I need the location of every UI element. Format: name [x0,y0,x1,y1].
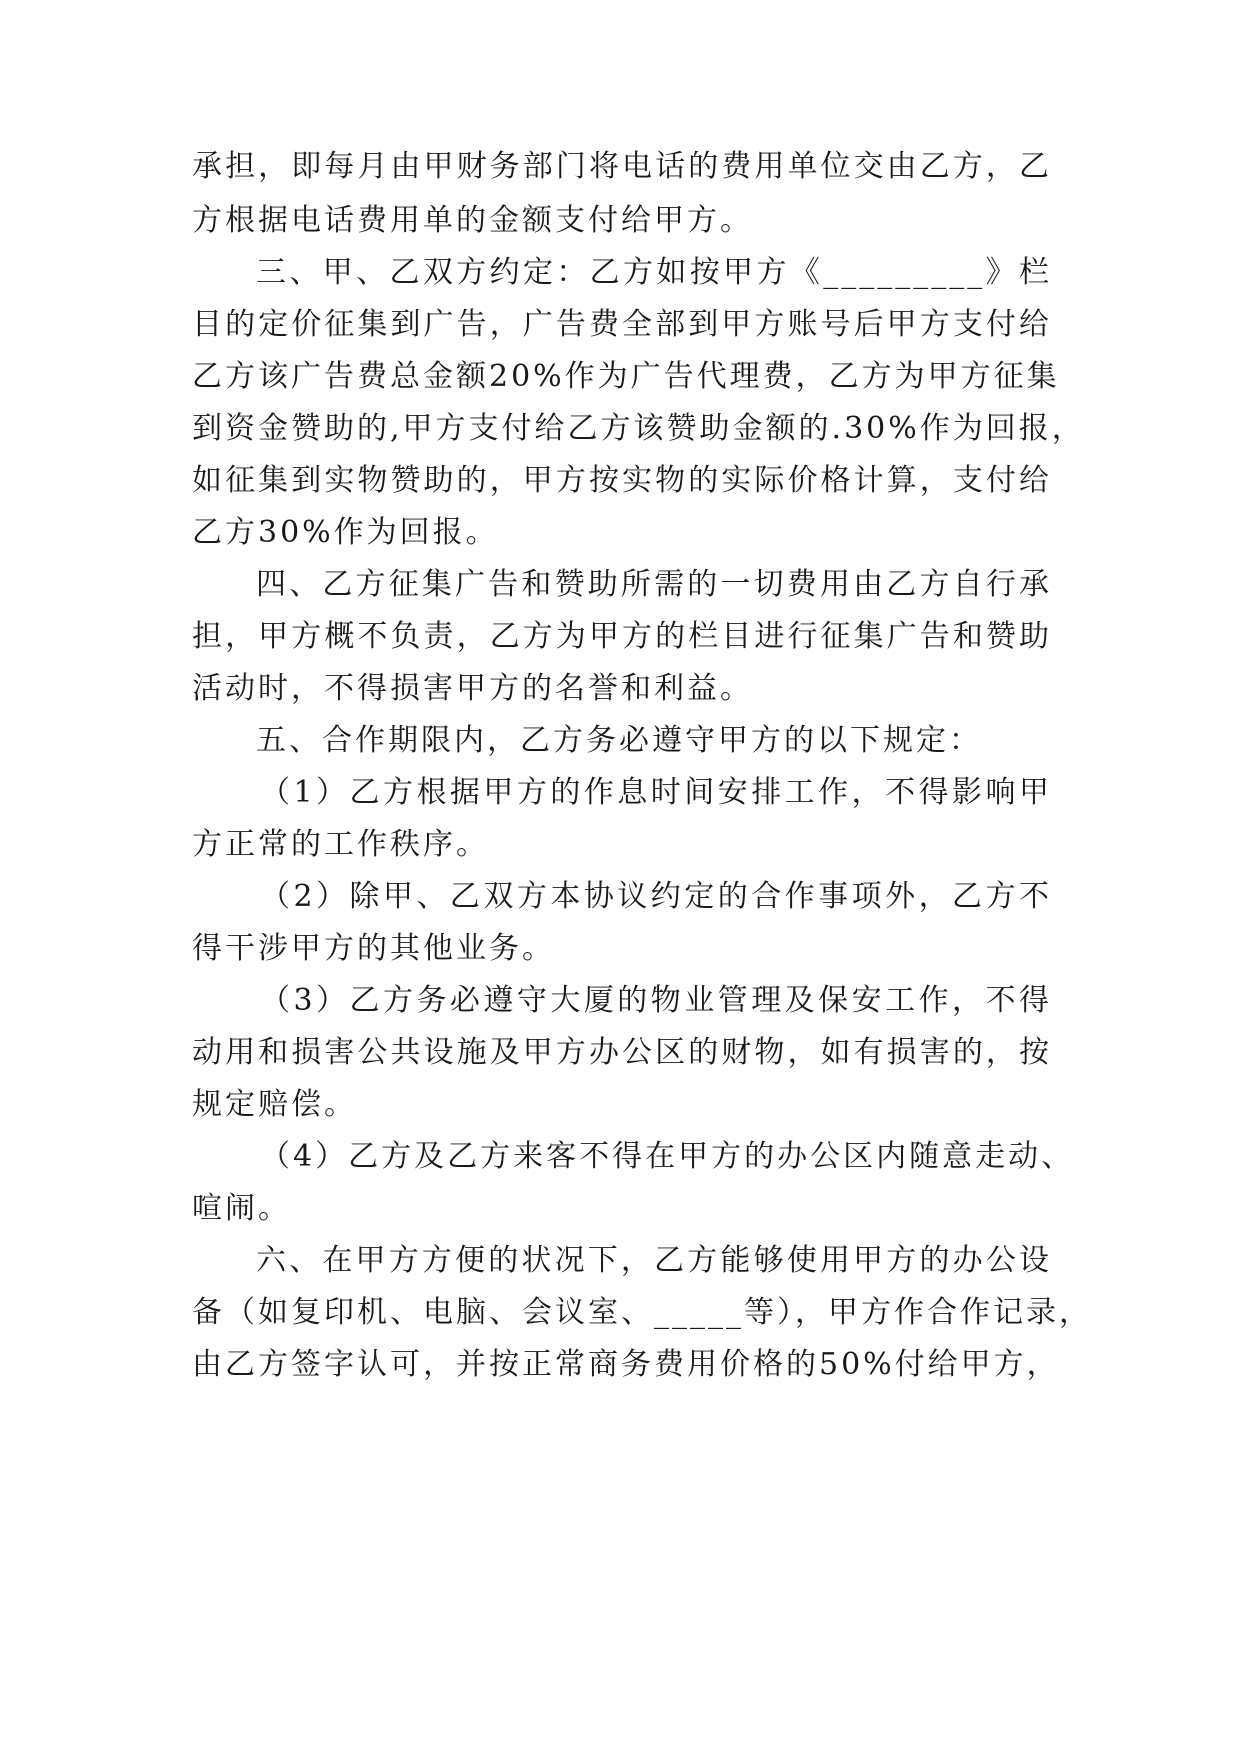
text-line: 五、合作期限内，乙方务必遵守甲方的以下规定： [256,723,982,758]
text-line: 乙方该广告费总金额20%作为广告代理费，乙方为甲方征集 [192,359,1060,394]
text-line: 动用和损害公共设施及甲方办公区的财物，如有损害的，按 [192,1035,1052,1070]
text-line: 如征集到实物赞助的，甲方按实物的实际价格计算，支付给 [192,463,1052,498]
text-line: （4）乙方及乙方来客不得在甲方的办公区内随意走动、 [260,1139,1075,1174]
text-line: （1）乙方根据甲方的作息时间安排工作，不得影响甲 [260,775,1052,810]
text-line: 喧闹。 [192,1191,291,1226]
text-line: 备（如复印机、电脑、会议室、_____等），甲方作合作记录， [192,1295,1092,1330]
text-line: 得干涉甲方的其他业务。 [192,931,555,966]
text-line: 到资金赞助的,甲方支付给乙方该赞助金额的.30%作为回报， [192,411,1085,446]
text-line: 担，甲方概不负责，乙方为甲方的栏目进行征集广告和赞助 [192,619,1052,654]
text-line: 由乙方签字认可，并按正常商务费用价格的50%付给甲方， [192,1347,1060,1382]
text-line: 方正常的工作秩序。 [192,827,489,862]
text-line: 目的定价征集到广告，广告费全部到甲方账号后甲方支付给 [192,307,1052,342]
text-line: 活动时，不得损害甲方的名誉和利益。 [192,671,753,706]
text-line: （3）乙方务必遵守大厦的物业管理及保安工作，不得 [260,983,1052,1018]
text-line: 承担，即每月由甲财务部门将电话的费用单位交由乙方，乙 [192,149,1052,184]
text-line: 四、乙方征集广告和赞助所需的一切费用由乙方自行承 [256,567,1052,602]
text-line: 三、甲、乙双方约定：乙方如按甲方《_________》栏 [256,255,1052,290]
text-line: 方根据电话费用单的金额支付给甲方。 [192,203,753,238]
text-line: 六、在甲方方便的状况下，乙方能够使用甲方的办公设 [256,1243,1052,1278]
text-line: 乙方30%作为回报。 [192,515,499,550]
text-line: （2）除甲、乙双方本协议约定的合作事项外，乙方不 [260,879,1052,914]
text-line: 规定赔偿。 [192,1087,357,1122]
